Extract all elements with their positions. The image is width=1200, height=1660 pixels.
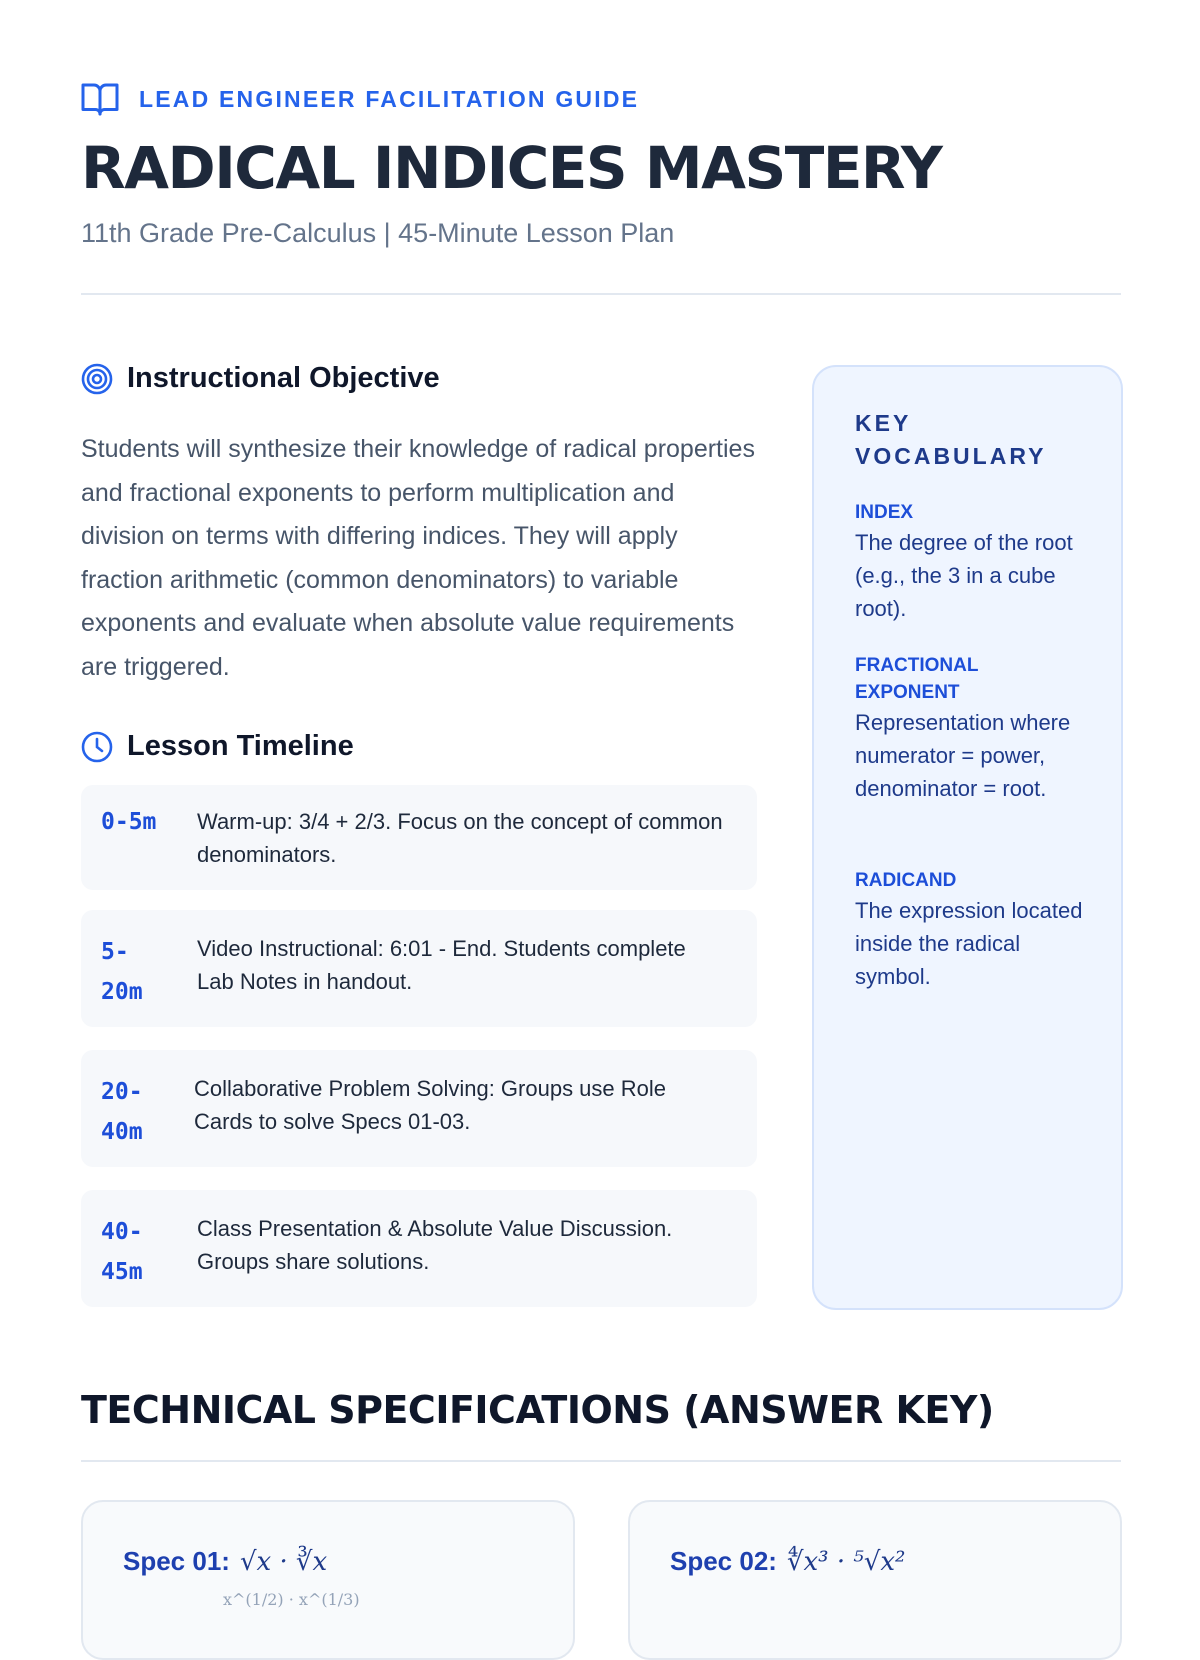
page-title: RADICAL INDICES MASTERY [81,134,942,202]
vocab-term [855,652,1090,805]
timeline-item [81,785,757,890]
vocabulary-panel [812,365,1123,1310]
timeline-heading [81,730,354,763]
timeline-item [81,1050,757,1167]
spec-title [670,1546,905,1577]
timeline-desc: Collaborative Problem Solving: Groups use Role Cards to solve Specs 01-03. [194,1076,667,1134]
vocab-term-name: INDEX [855,502,914,523]
timeline-item [81,1190,757,1307]
timeline-time: 20- 40m [101,1079,143,1145]
timeline-heading-text: Lesson Timeline [127,730,354,762]
vocab-term-definition: The degree of the root (e.g., the 3 in a cube root). [855,530,1073,621]
vocab-term [855,499,1090,625]
objective-body: Students will synthesize their knowledge of radical properties and fractional exponents to perform multiplication and division on terms with differing indices. They will apply fraction arithmetic (common denominators) to variable exponents and evaluate when absolute value requirements are triggered. [81,435,755,681]
target-icon [81,363,113,395]
spec-title [123,1546,327,1577]
timeline-desc: Warm-up: 3/4 + 2/3. Focus on the concept of common denominators. [197,809,723,867]
vocab-term-definition: The expression located inside the radical symbol. [855,898,1083,989]
vocab-term [855,867,1090,993]
timeline-desc: Video Instructional: 6:01 - End. Students complete Lab Notes in handout. [197,936,686,994]
technical-specs-heading: TECHNICAL SPECIFICATIONS (ANSWER KEY) [81,1388,994,1432]
technical-divider [81,1460,1121,1462]
spec-hint: x^(1/2) · x^(1/3) [223,1590,360,1609]
eyebrow [81,82,639,116]
timeline-time: 40- 45m [101,1219,143,1285]
spec-expression: ∜x³ · ⁵√x² [786,1547,906,1577]
vocab-term-name: RADICAND [855,870,957,891]
spec-expression: √x · ∛x [239,1547,328,1577]
spec-label: Spec 02: [670,1546,777,1576]
spec-card [81,1500,575,1660]
vocab-term-name: FRACTIONAL EXPONENT [855,655,979,703]
timeline-time: 5- 20m [101,939,143,1005]
spec-label: Spec 01: [123,1546,230,1576]
vocabulary-title: KEY VOCABULARY [855,410,1047,469]
page-subtitle: 11th Grade Pre-Calculus | 45-Minute Lesson Plan [81,218,675,248]
eyebrow-label: LEAD ENGINEER FACILITATION GUIDE [139,85,640,112]
timeline-desc: Class Presentation & Absolute Value Discussion. Groups share solutions. [197,1216,673,1274]
vocab-term-definition: Representation where numerator = power, denominator = root. [855,710,1071,801]
timeline-item [81,910,757,1027]
header-divider [81,293,1121,295]
book-open-icon [81,82,119,116]
clock-icon [81,731,113,763]
objective-heading-text: Instructional Objective [127,362,440,394]
spec-card [628,1500,1122,1660]
timeline-time: 0-5m [101,809,157,835]
objective-heading [81,362,440,395]
